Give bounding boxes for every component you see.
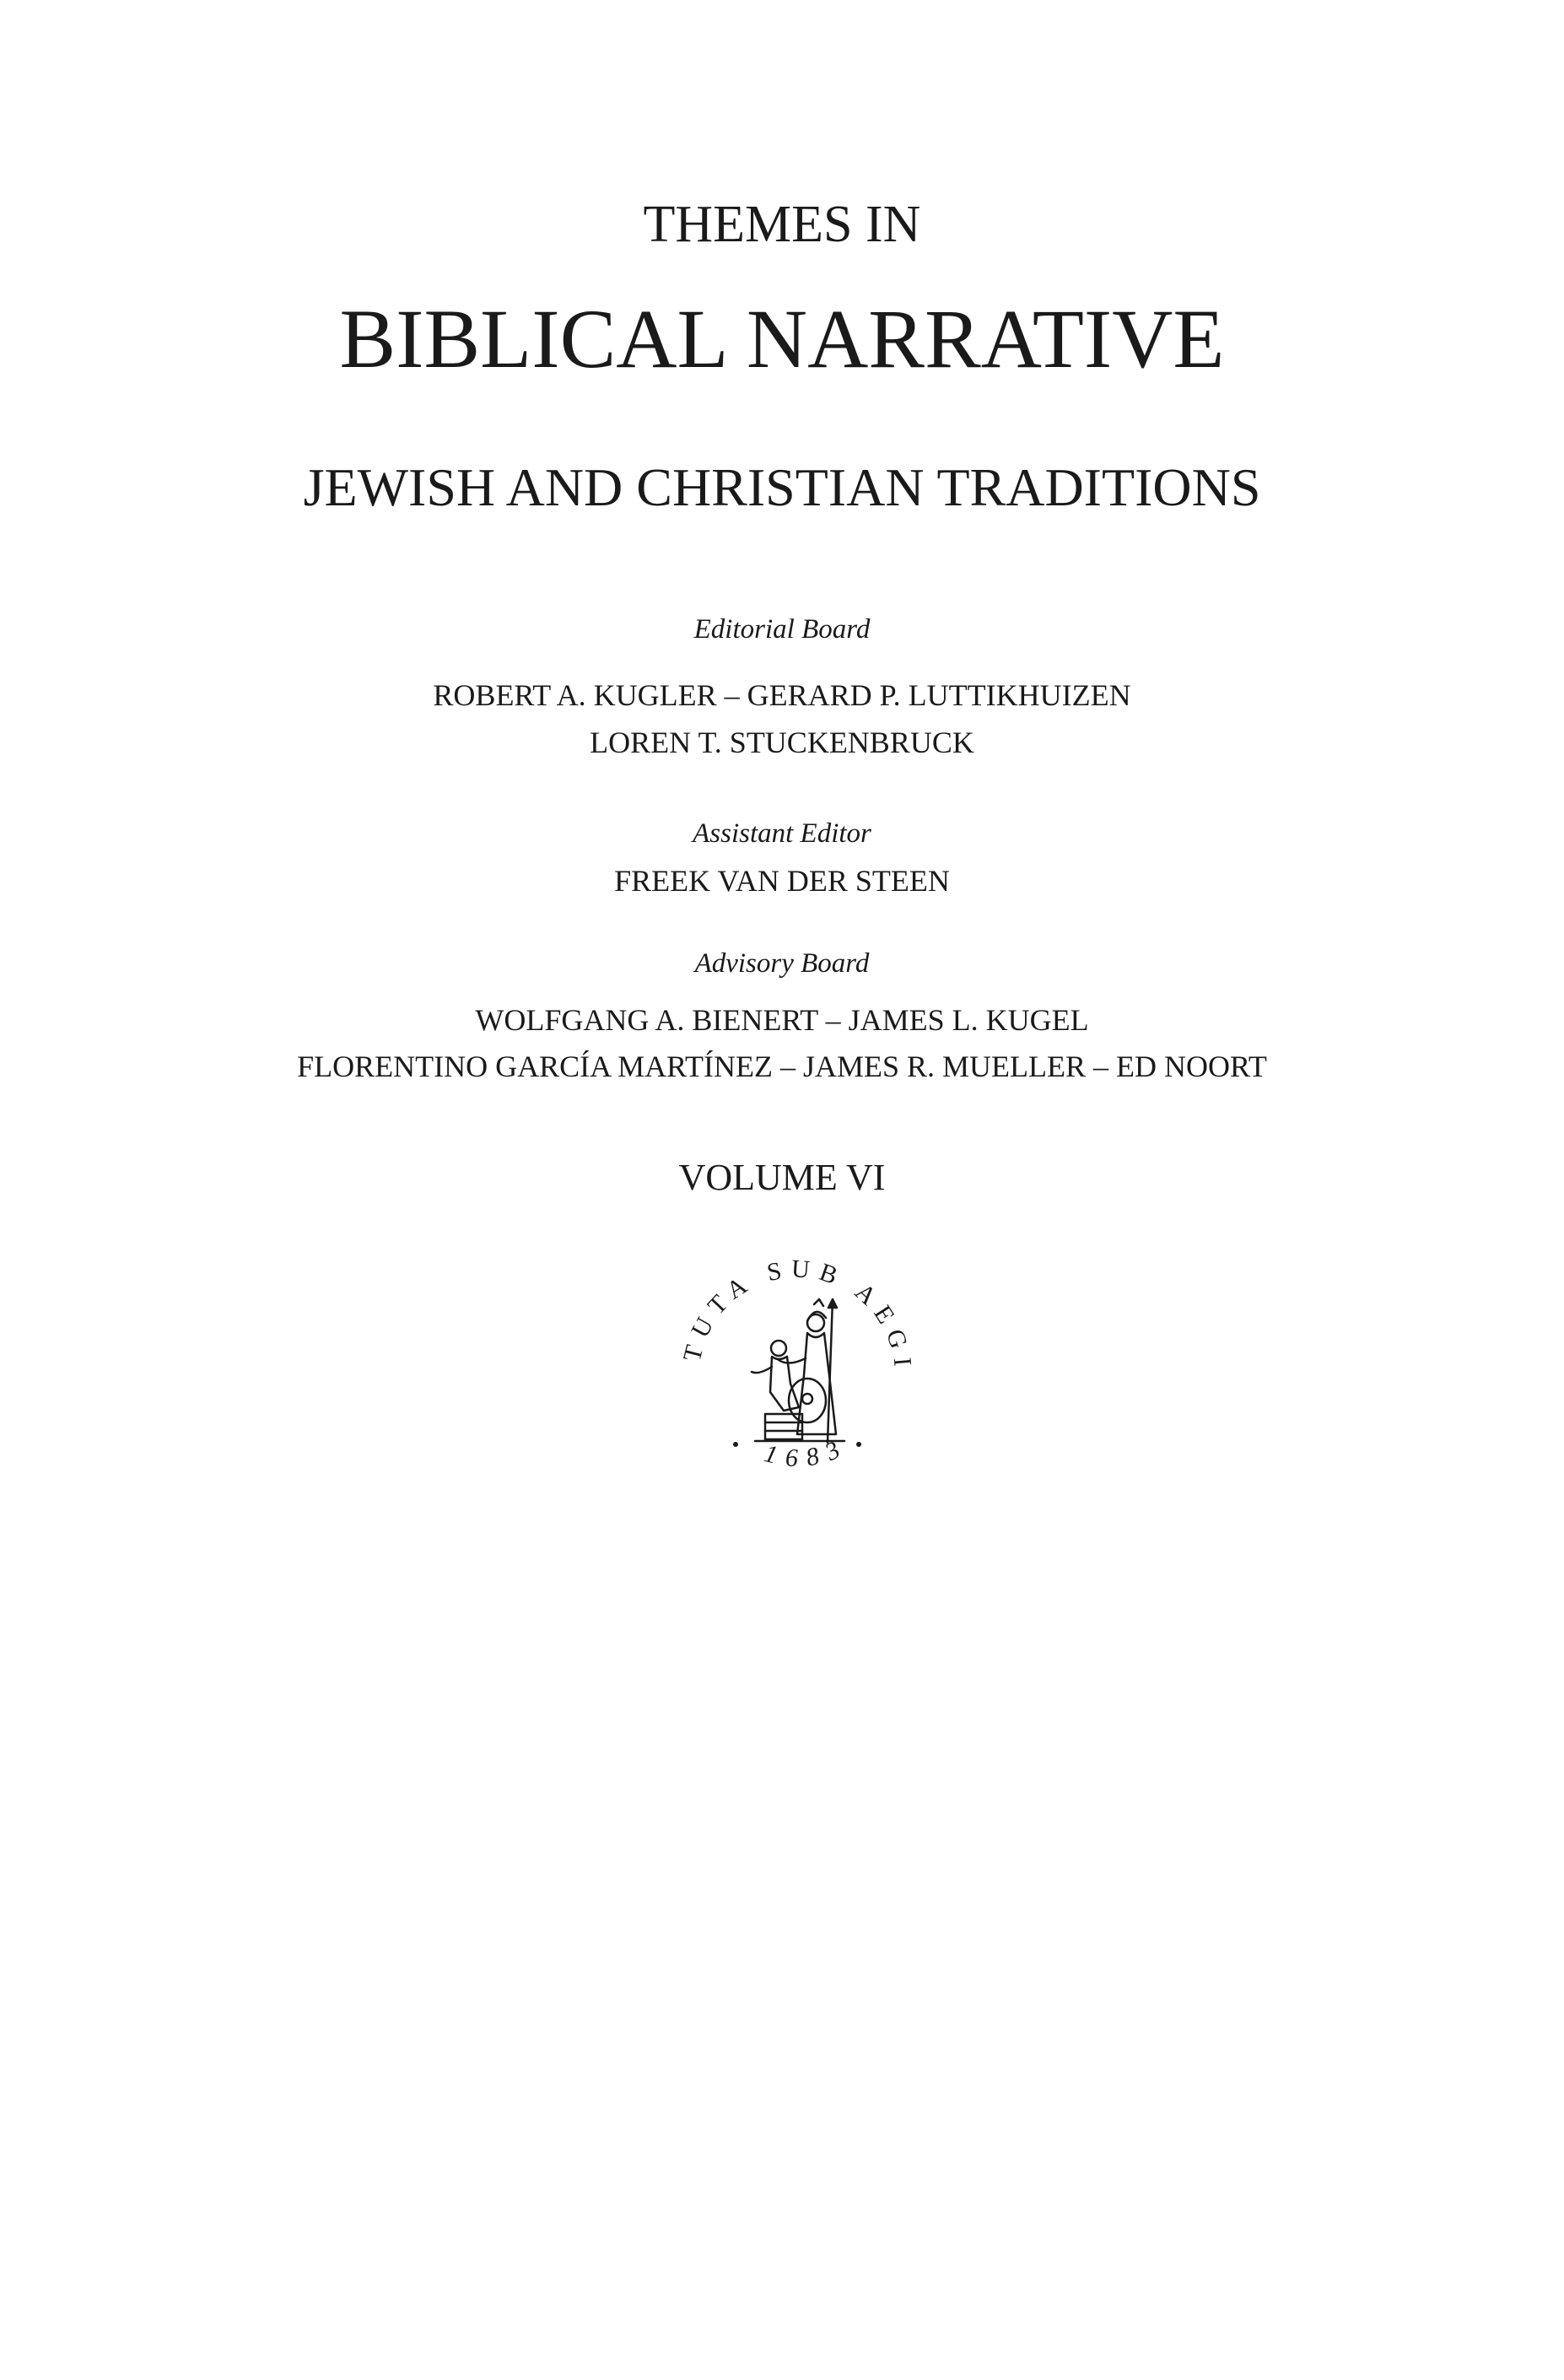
editorial-board-names-line-2: LOREN T. STUCKENBRUCK bbox=[590, 726, 974, 759]
advisory-board-label: Advisory Board bbox=[694, 948, 870, 979]
editorial-board-names-line-1: ROBERT A. KUGLER – GERARD P. LUTTIKHUIZEN bbox=[433, 678, 1131, 712]
volume-number: VOLUME VI bbox=[678, 1157, 886, 1198]
series-title-top: THEMES IN bbox=[643, 196, 921, 253]
series-title-main: BIBLICAL NARRATIVE bbox=[339, 292, 1225, 386]
publisher-seal-icon bbox=[671, 1249, 924, 1502]
seal-motto: TUTA SUB AEGI bbox=[677, 1255, 918, 1376]
assistant-editor-label: Assistant Editor bbox=[693, 818, 871, 849]
editorial-board-label: Editorial Board bbox=[693, 614, 871, 645]
svg-text:TUTA SUB AEGIDE PALLAS bbox=[671, 1249, 917, 1376]
svg-text:1683 bbox=[762, 1431, 854, 1471]
assistant-editor-name: FREEK VAN DER STEEN bbox=[614, 864, 950, 898]
seal-year: 1683 bbox=[761, 1431, 854, 1472]
advisory-board-names-line-2: FLORENTINO GARCÍA MARTÍNEZ – JAMES R. MUELLER – ED NOORT bbox=[297, 1050, 1267, 1083]
series-subtitle: JEWISH AND CHRISTIAN TRADITIONS bbox=[303, 457, 1261, 517]
advisory-board-names-line-1: WOLFGANG A. BIENERT – JAMES L. KUGEL bbox=[475, 1003, 1089, 1037]
